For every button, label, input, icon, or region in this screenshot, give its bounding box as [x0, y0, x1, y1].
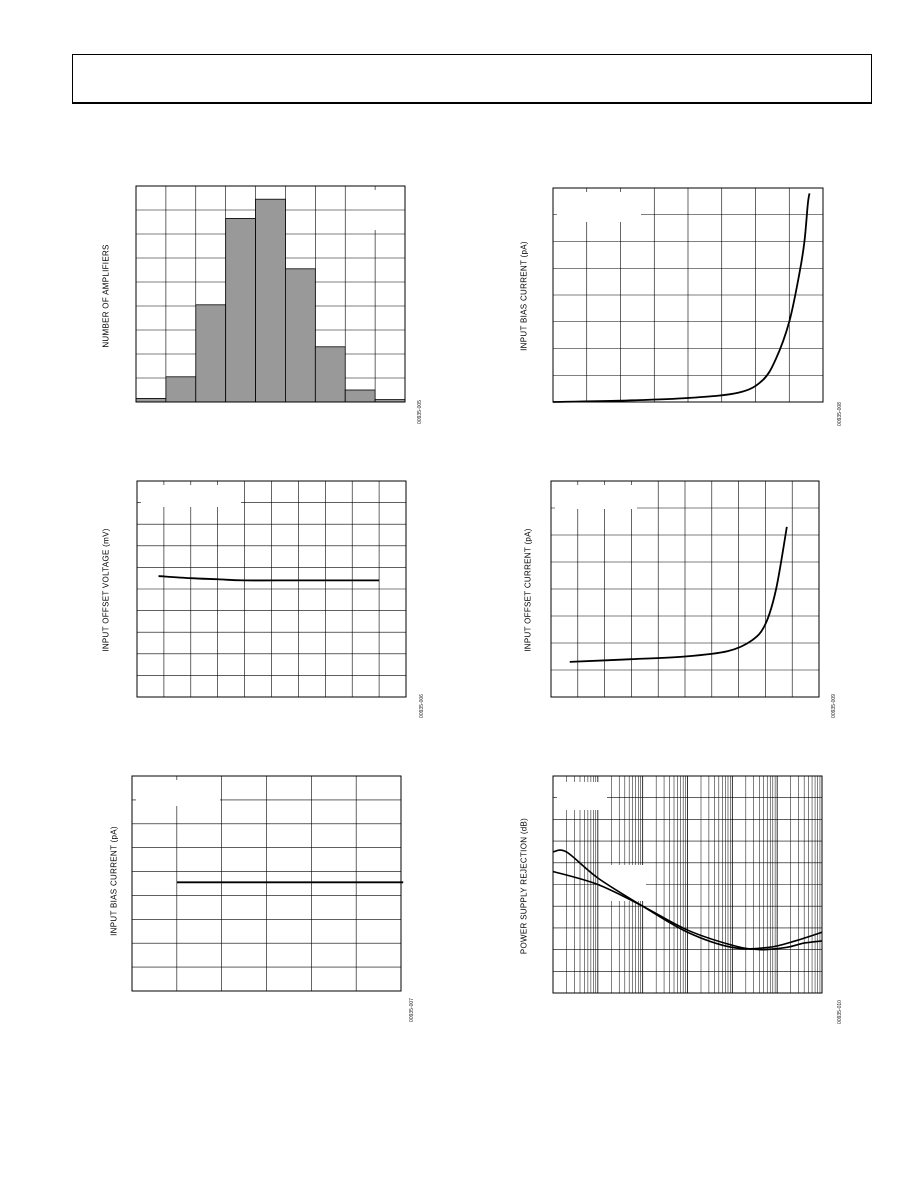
figure-id: 00935-006 — [419, 694, 425, 718]
y-axis-label: POWER SUPPLY REJECTION (dB) — [519, 817, 529, 955]
figure-id: 00935-005 — [417, 400, 423, 424]
y-axis-label: NUMBER OF AMPLIFIERS — [101, 244, 111, 348]
y-axis-label: INPUT OFFSET CURRENT (pA) — [523, 528, 533, 652]
figure-id: 00935-010 — [837, 1000, 843, 1024]
y-axis-label: INPUT BIAS CURRENT (pA) — [109, 826, 119, 936]
y-axis-label: INPUT BIAS CURRENT (pA) — [519, 241, 529, 351]
y-axis-label: INPUT OFFSET VOLTAGE (mV) — [101, 528, 111, 652]
legend-area — [557, 782, 607, 810]
figure-id: 00935-007 — [409, 998, 415, 1022]
figure-id: 00935-008 — [837, 402, 843, 426]
figure-id: 00935-009 — [831, 694, 837, 718]
